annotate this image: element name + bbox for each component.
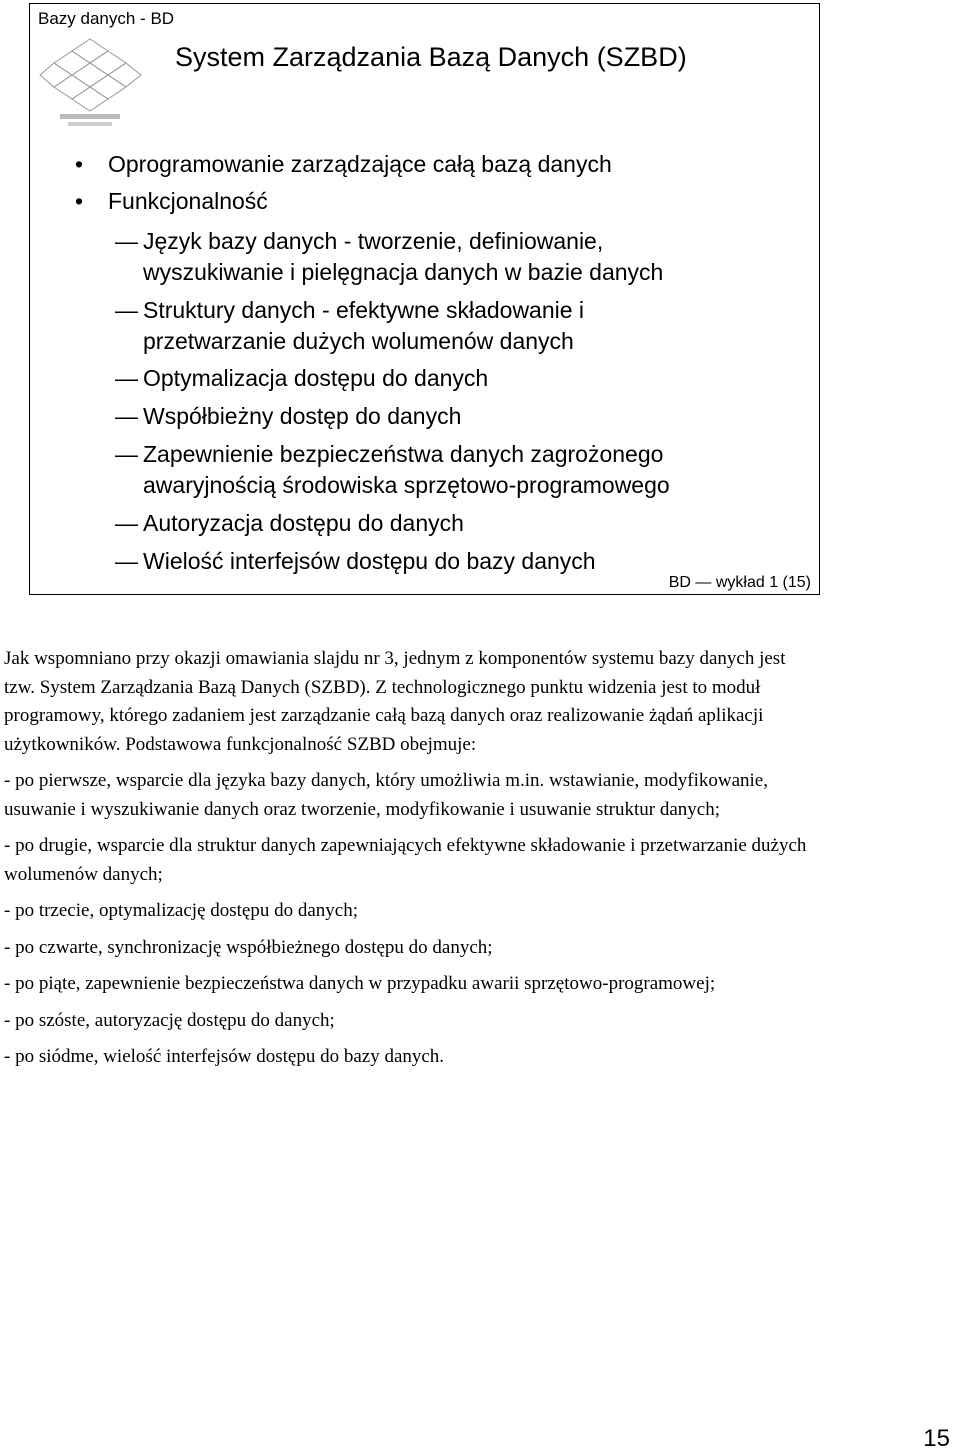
sub-item-line: Zapewnienie bezpieczeństwa danych zagrożonego bbox=[143, 441, 664, 467]
slide-title: System Zarządzania Bazą Danych (SZBD) bbox=[175, 42, 687, 72]
notes-item: - po piąte, zapewnienie bezpieczeństwa danych w przypadku awarii sprzętowo-programowej; bbox=[4, 973, 716, 994]
dash-mark: — bbox=[115, 297, 138, 323]
bullet-item bbox=[75, 186, 268, 217]
dash-mark: — bbox=[115, 441, 138, 467]
dash-mark: — bbox=[115, 403, 138, 429]
notes-intro: Jak wspomniano przy okazji omawiania slajdu nr 3, jednym z komponentów systemu bazy danych jest tzw. System Zarządzania Bazą Danych (SZBD). Z technologicznego punktu widzenia jest to moduł programowy, którego zadaniem jest zarządzanie całą bazą danych oraz realizowanie żądań aplikacji użytkowników. Podstawowa funkcjonalność SZBD obejmuje: bbox=[4, 648, 786, 755]
bullet-item bbox=[75, 149, 612, 180]
sub-item-line: Struktury danych - efektywne składowanie i bbox=[143, 297, 585, 323]
notes-item: - po drugie, wsparcie dla struktur danych zapewniających efektywne składowanie i przetwarzanie dużych wolumenów danych; bbox=[4, 835, 807, 885]
bullet-mark: • bbox=[75, 151, 84, 177]
notes-item: - po siódme, wielość interfejsów dostępu do bazy danych. bbox=[4, 1046, 445, 1067]
bullet-mark: • bbox=[75, 188, 84, 214]
bullet-text: Funkcjonalność bbox=[108, 188, 268, 214]
sub-item-line: Wielość interfejsów dostępu do bazy danych bbox=[143, 548, 596, 574]
slide-footer: BD — wykład 1 (15) bbox=[668, 574, 811, 591]
slide-header: Bazy danych - BD bbox=[38, 9, 175, 28]
slide-content bbox=[30, 4, 819, 594]
sub-item-line: Język bazy danych - tworzenie, definiowanie, bbox=[143, 228, 604, 254]
page-number: 15 bbox=[923, 1425, 950, 1452]
lecture-notes bbox=[4, 645, 814, 1080]
notes-item: - po pierwsze, wsparcie dla języka bazy danych, który umożliwia m.in. wstawianie, modyfikowanie, usuwanie i wyszukiwanie danych oraz tworzenie, modyfikowanie i usuwanie struktur danych; bbox=[4, 770, 768, 820]
notes-item: - po szóste, autoryzację dostępu do danych; bbox=[4, 1009, 335, 1031]
sub-item-line: wyszukiwanie i pielęgnacja danych w bazie danych bbox=[143, 259, 664, 285]
dash-mark: — bbox=[115, 228, 138, 254]
sub-item-line: Autoryzacja dostępu do danych bbox=[143, 510, 464, 536]
bullet-text: Oprogramowanie zarządzające całą bazą danych bbox=[108, 151, 612, 177]
sub-item-line: awaryjnością środowiska sprzętowo-programowego bbox=[143, 472, 670, 498]
dash-mark: — bbox=[115, 365, 138, 391]
slide-frame bbox=[29, 3, 820, 595]
sub-item-line: przetwarzanie dużych wolumenów danych bbox=[143, 328, 574, 354]
dash-mark: — bbox=[115, 548, 138, 574]
notes-item: - po trzecie, optymalizację dostępu do danych; bbox=[4, 900, 359, 921]
dash-mark: — bbox=[115, 510, 138, 536]
notes-item: - po czwarte, synchronizację współbieżnego dostępu do danych; bbox=[4, 936, 493, 958]
sub-item-line: Współbieżny dostęp do danych bbox=[143, 403, 462, 429]
sub-item-line: Optymalizacja dostępu do danych bbox=[143, 365, 489, 391]
